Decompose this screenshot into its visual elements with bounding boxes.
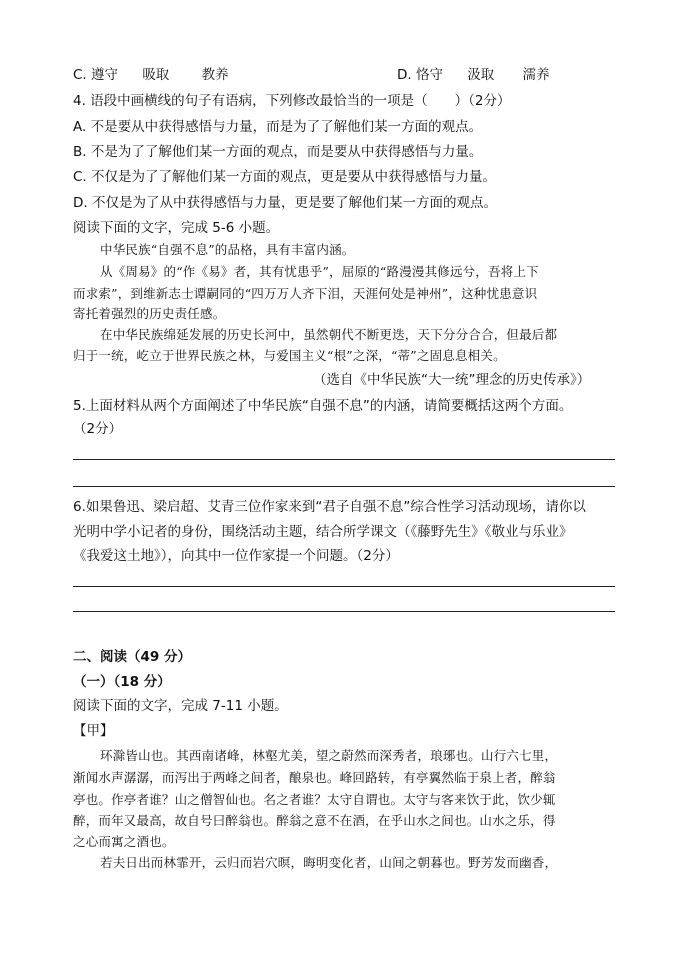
q3-option-c-word2: 吸取 [142, 67, 170, 83]
reading56-line: 中华民族“自强不息”的品格，具有丰富内涵。 [100, 242, 355, 257]
answer-line [73, 459, 615, 460]
q6-line1: 6.如果鲁迅、梁启超、艾青三位作家来到“君子自强不息”综合性学习活动现场，请你以 [73, 499, 586, 515]
q6-line3: 《我爱这土地》），向其中一位作家提一个问题。（2分） [73, 548, 399, 564]
answer-line [73, 611, 615, 612]
subsection-title: （一）（18 分） [73, 674, 171, 690]
q5-line1: 5.上面材料从两个方面阐述了中华民族“自强不息”的内涵，请简要概括这两个方面。 [73, 398, 573, 414]
passage-line: 之心而寓之酒也。 [73, 834, 175, 849]
section-title: 二、阅读（49 分） [73, 649, 191, 665]
reading56-intro: 阅读下面的文字，完成 5-6 小题。 [73, 220, 280, 236]
answer-line [73, 586, 615, 587]
passage-line: 醉，而年又最高，故自号曰醉翁也。醉翁之意不在酒，在乎山水之间也。山水之乐，得 [73, 813, 556, 828]
passage-line: 环滁皆山也。其西南诸峰，林壑尤美，望之蔚然而深秀者，琅琊也。山行六七里， [100, 748, 558, 763]
q4-option-c: C. 不仅是为了了解他们某一方面的观点，更是要从中获得感悟与力量。 [73, 169, 497, 185]
q4-option-b: B. 不是为了了解他们某一方面的观点，而是要从中获得感悟与力量。 [73, 144, 483, 160]
reading56-line: 在中华民族绵延发展的历史长河中，虽然朝代不断更迭，天下分分合合，但最后都 [100, 327, 558, 342]
q3-option-c [73, 65, 229, 85]
q5-line2: （2分） [73, 421, 123, 437]
reading56-line: 寄托着强烈的历史责任感。 [73, 306, 226, 321]
passage-line: 若夫日出而林霏开，云归而岩穴暝，晦明变化者，山间之朝暮也。野芳发而幽香， [100, 855, 558, 870]
q3-option-c-label: C. 遵守 [73, 67, 119, 83]
q3-option-d [397, 65, 550, 85]
reading-intro: 阅读下面的文字，完成 7-11 小题。 [73, 698, 288, 714]
q3-option-d-word3: 濡养 [522, 67, 550, 83]
reading56-line: 归于一统，屹立于世界民族之林，与爱国主义“根”之深，“蒂”之固息息相关。 [73, 348, 506, 363]
passage-line: 渐闻水声潺潺，而泻出于两峰之间者，酿泉也。峰回路转，有亭翼然临于泉上者，醉翁 [73, 770, 556, 785]
passage-label: 【甲】 [73, 723, 114, 739]
q4-option-d: D. 不仅是为了从中获得感悟与力量，更是要了解他们某一方面的观点。 [73, 195, 497, 211]
q3-option-d-label: D. 恪守 [397, 67, 443, 83]
q4-option-a: A. 不是要从中获得感悟与力量，而是为了了解他们某一方面的观点。 [73, 119, 483, 135]
answer-line [73, 486, 615, 487]
reading56-line: 从《周易》的“作《易》者，其有忧患乎”，屈原的“路漫漫其修远兮，吾将上下 [100, 264, 539, 279]
q6-line2: 光明中学小记者的身份，围绕活动主题，结合所学课文（《藤野先生》《敬业与乐业》 [73, 524, 573, 540]
reading56-line: 而求索”，到维新志士谭嗣同的“四万万人齐下泪，天涯何处是神州”，这种忧患意识 [73, 286, 538, 301]
q4-stem: 4. 语段中画横线的句子有语病，下列修改最恰当的一项是（ ）（2分） [73, 93, 511, 109]
q3-option-d-word2: 汲取 [467, 67, 495, 83]
reading56-source: （选自《中华民族“大一统”理念的历史传承》） [313, 372, 591, 388]
q3-option-c-word3: 教养 [201, 67, 229, 83]
passage-line: 亭也。作亭者谁？山之僧智仙也。名之者谁？太守自谓也。太守与客来饮于此，饮少辄 [73, 792, 556, 807]
